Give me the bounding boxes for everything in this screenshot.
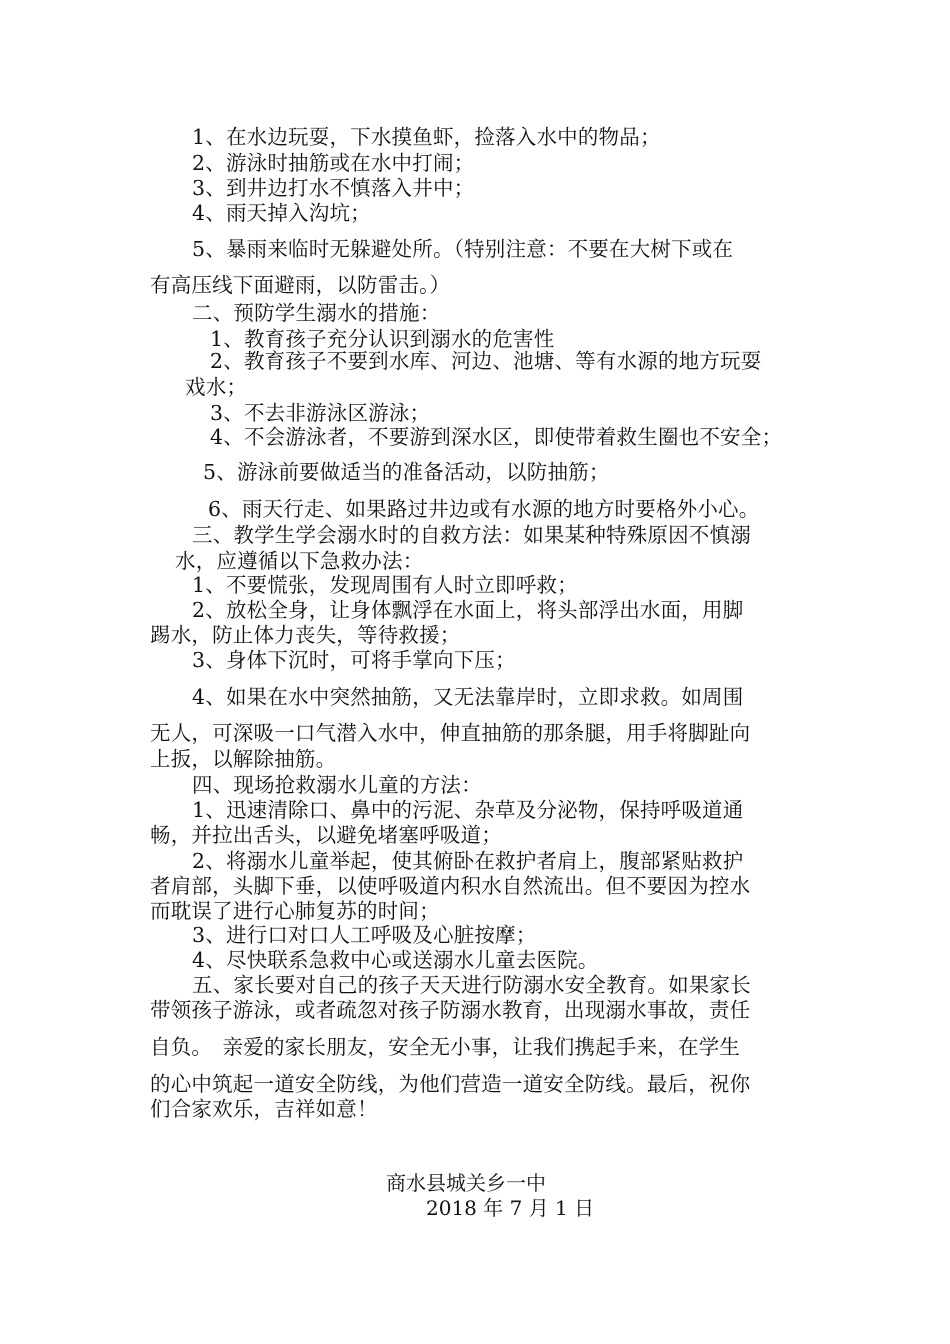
text-line: 1、在水边玩耍，下水摸鱼虾，捡落入水中的物品； bbox=[192, 125, 661, 149]
text-line: 水，应遵循以下急救办法： bbox=[175, 549, 424, 573]
text-line: 5、游泳前要做适当的准备活动，以防抽筋； bbox=[203, 460, 610, 484]
signature-organization: 商水县城关乡一中 bbox=[386, 1171, 546, 1195]
text-line: 戏水； bbox=[185, 375, 248, 399]
text-line: 1、教育孩子充分认识到溺水的危害性 bbox=[210, 327, 555, 351]
text-line: 3、身体下沉时，可将手掌向下压； bbox=[192, 648, 516, 672]
text-line: 2、教育孩子不要到水库、河边、池塘、等有水源的地方玩耍 bbox=[210, 349, 762, 373]
text-line: 有高压线下面避雨，以防雷击。） bbox=[150, 273, 451, 297]
text-line: 四、现场抢救溺水儿童的方法： bbox=[192, 773, 482, 797]
text-line: 6、雨天行走、如果路过井边或有水源的地方时要格外小心。 bbox=[208, 497, 760, 521]
text-line: 5、暴雨来临时无躲避处所。（特别注意：不要在大树下或在 bbox=[192, 237, 734, 261]
text-line: 带领孩子游泳，或者疏忽对孩子防溺水教育，出现溺水事故，责任 bbox=[150, 998, 751, 1022]
text-line: 2、将溺水儿童举起，使其俯卧在救护者肩上，腹部紧贴救护 bbox=[192, 849, 744, 873]
text-line: 1、不要慌张，发现周围有人时立即呼救； bbox=[192, 573, 578, 597]
text-line: 1、迅速清除口、鼻中的污泥、杂草及分泌物，保持呼吸道通 bbox=[192, 798, 744, 822]
text-line: 畅，并拉出舌头，以避免堵塞呼吸道； bbox=[150, 823, 502, 847]
text-line: 三、教学生学会溺水时的自救方法：如果某种特殊原因不慎溺 bbox=[192, 523, 751, 547]
text-line: 3、到井边打水不慎落入井中； bbox=[192, 176, 475, 200]
text-line: 的心中筑起一道安全防线，为他们营造一道安全防线。最后，祝你 bbox=[150, 1072, 751, 1096]
text-line: 2、放松全身，让身体飘浮在水面上，将头部浮出水面，用脚 bbox=[192, 598, 744, 622]
text-line: 五、家长要对自己的孩子天天进行防溺水安全教育。如果家长 bbox=[192, 973, 751, 997]
text-line: 自负。 亲爱的家长朋友，安全无小事，让我们携起手来，在学生 bbox=[150, 1035, 741, 1059]
text-line: 而耽误了进行心肺复苏的时间； bbox=[150, 899, 440, 923]
text-line: 4、如果在水中突然抽筋，又无法靠岸时，立即求救。如周围 bbox=[192, 685, 744, 709]
text-line: 4、尽快联系急救中心或送溺水儿童去医院。 bbox=[192, 948, 599, 972]
text-line: 们合家欢乐，吉祥如意！ bbox=[150, 1097, 378, 1121]
signature-date: 2018 年 7 月 1 日 bbox=[426, 1196, 595, 1220]
text-line: 3、进行口对口人工呼吸及心脏按摩； bbox=[192, 923, 537, 947]
text-line: 4、雨天掉入沟坑； bbox=[192, 201, 371, 225]
text-line: 无人，可深吸一口气潜入水中，伸直抽筋的那条腿，用手将脚趾向 bbox=[150, 721, 751, 745]
text-line: 二、预防学生溺水的措施： bbox=[192, 301, 441, 325]
text-line: 2、游泳时抽筋或在水中打闹； bbox=[192, 151, 475, 175]
text-line: 上扳，以解除抽筋。 bbox=[150, 747, 337, 771]
text-line: 踢水，防止体力丧失，等待救援； bbox=[150, 623, 461, 647]
text-line: 者肩部，头脚下垂，以使呼吸道内积水自然流出。但不要因为控水 bbox=[150, 874, 751, 898]
text-line: 3、不去非游泳区游泳； bbox=[210, 401, 431, 425]
text-line: 4、不会游泳者，不要游到深水区，即使带着救生圈也不安全； bbox=[210, 425, 783, 449]
